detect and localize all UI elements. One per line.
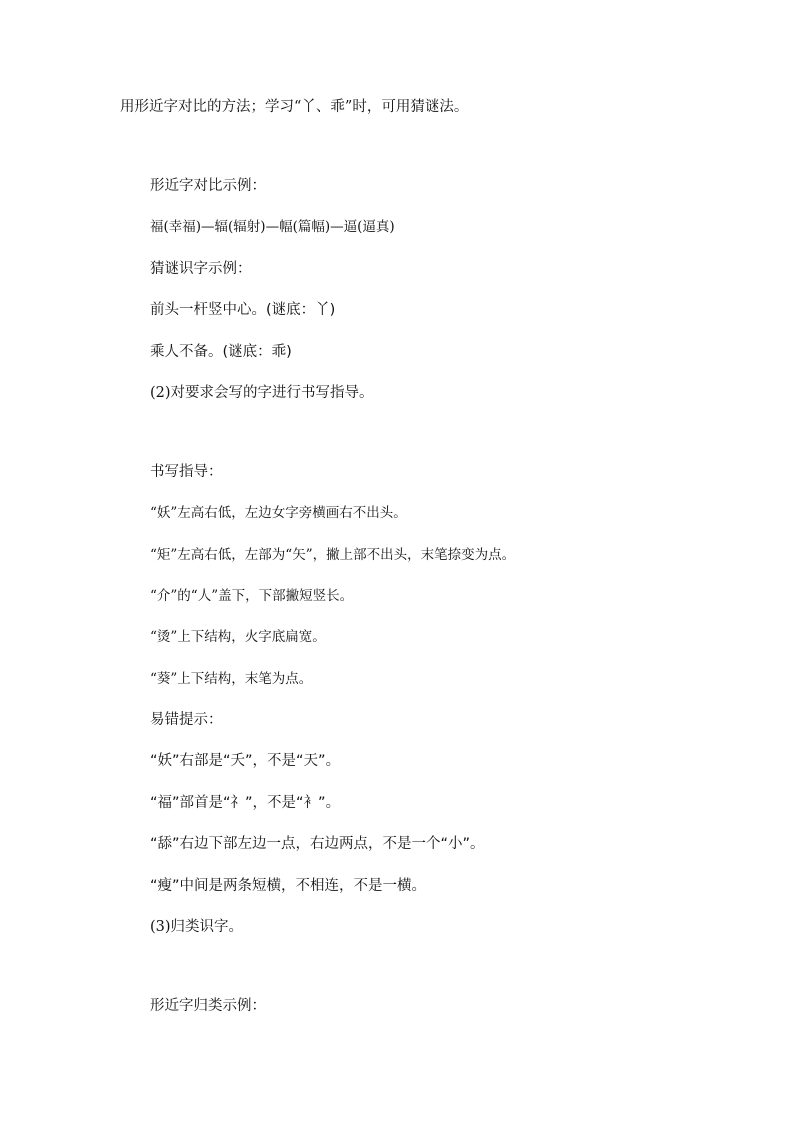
writing-item: “介”的“人”盖下，下部撇短竖长。 bbox=[150, 588, 354, 604]
error-item: “瘦”中间是两条短横，不相连，不是一横。 bbox=[150, 878, 427, 894]
compare-heading: 形近字对比示例： bbox=[150, 178, 266, 194]
error-item: “舔”右边下部左边一点，右边两点，不是一个“小”。 bbox=[150, 836, 485, 852]
compare-example: 福(幸福)—辐(辐射)—幅(篇幅)—逼(逼真) bbox=[150, 219, 395, 235]
riddle-item-1: 前头一杆竖中心。(谜底：丫) bbox=[150, 302, 336, 318]
riddle-item-2: 乘人不备。(谜底：乖) bbox=[150, 344, 292, 360]
riddle-heading: 猜谜识字示例： bbox=[150, 261, 252, 277]
writing-item: “葵”上下结构，末笔为点。 bbox=[150, 671, 313, 687]
writing-item: “烫”上下结构，火字底扁宽。 bbox=[150, 629, 326, 645]
writing-item: “妖”左高右低，左边女字旁横画右不出头。 bbox=[150, 505, 407, 521]
error-heading: 易错提示： bbox=[150, 712, 223, 728]
step-2-text: (2)对要求会写的字进行书写指导。 bbox=[150, 385, 374, 401]
intro-line: 用形近字对比的方法；学习“丫、乖”时，可用猜谜法。 bbox=[120, 99, 469, 115]
writing-heading: 书写指导： bbox=[150, 464, 223, 480]
writing-item: “矩”左高右低，左部为“矢”，撇上部不出头，末笔捺变为点。 bbox=[150, 547, 516, 563]
error-item: “妖”右部是“夭”，不是“天”。 bbox=[150, 753, 341, 769]
step-3-text: (3)归类识字。 bbox=[150, 919, 244, 935]
classify-heading: 形近字归类示例： bbox=[150, 998, 266, 1014]
error-item: “福”部首是“礻”，不是“衤”。 bbox=[150, 795, 341, 811]
